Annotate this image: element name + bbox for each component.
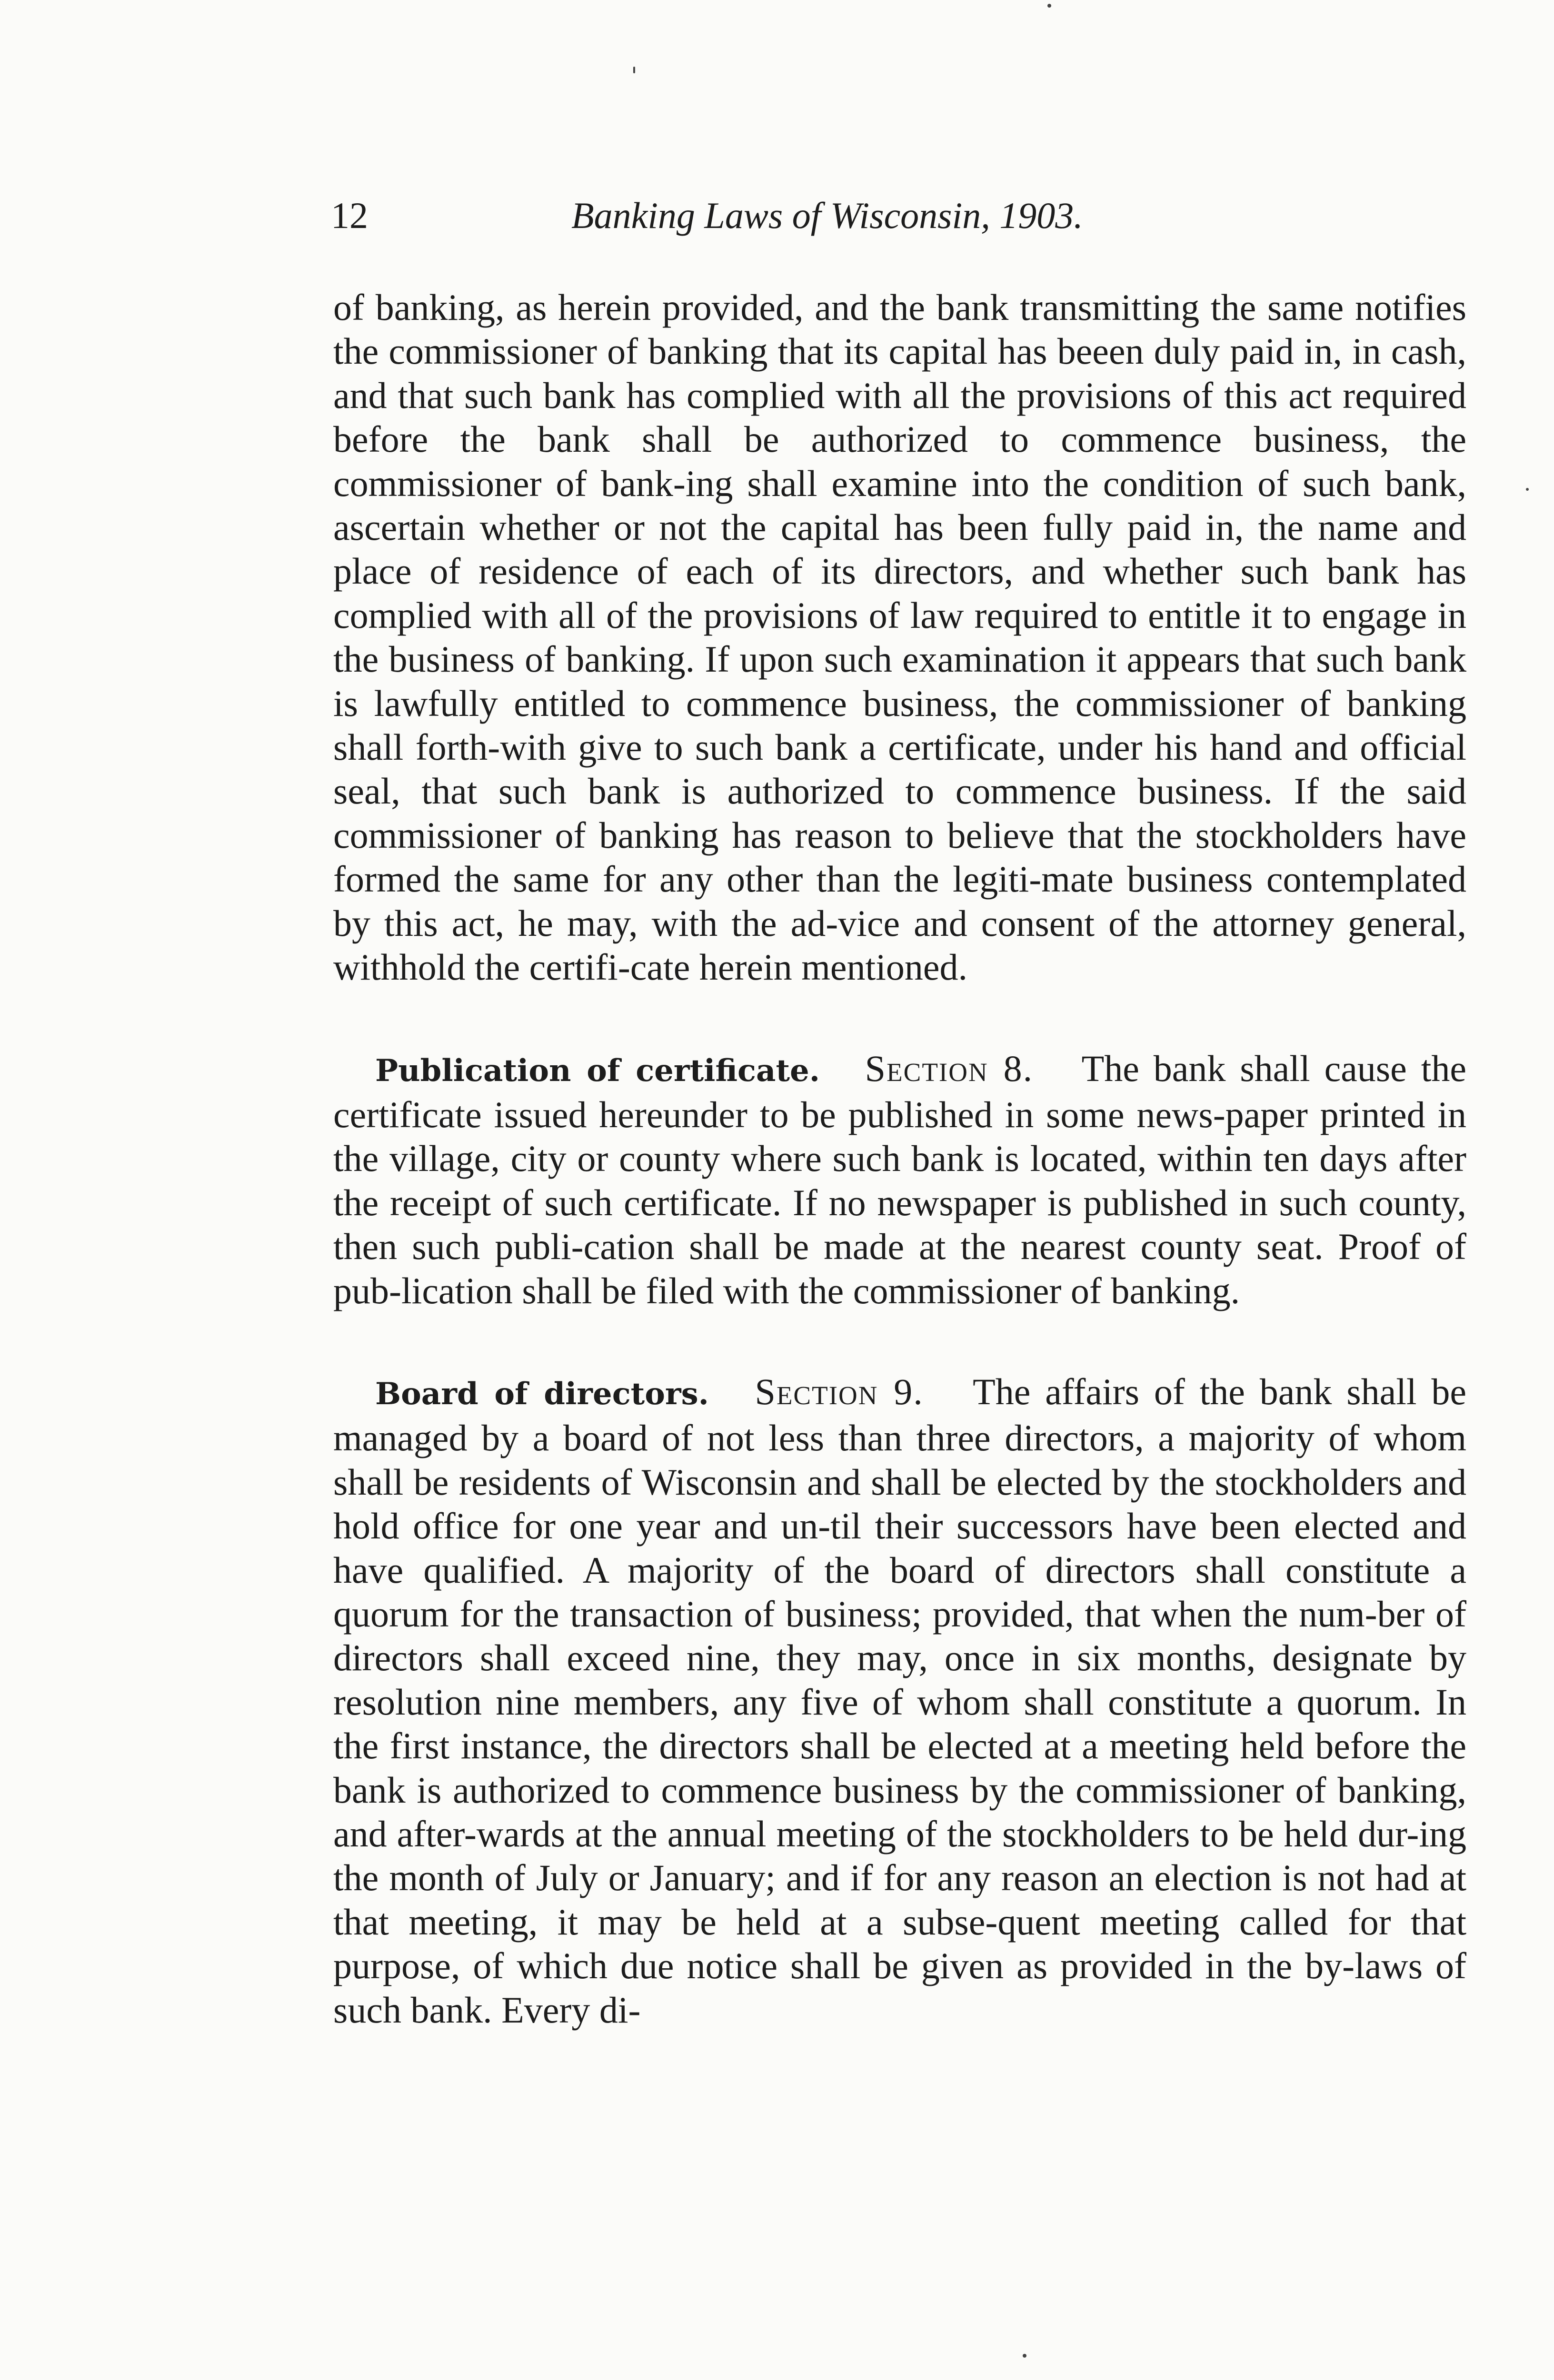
- section-8-paragraph: [333, 1047, 1466, 1313]
- scan-speck: [633, 67, 635, 73]
- page-header: [331, 194, 1235, 251]
- page-body: [333, 286, 1466, 2032]
- scan-speck: [1526, 488, 1529, 491]
- section-label: Section 8.: [865, 1047, 1068, 1089]
- page-number: 12: [331, 195, 368, 236]
- section-label: Section 9.: [755, 1370, 959, 1412]
- scan-speck: [1023, 2354, 1026, 2358]
- section-9-paragraph: [333, 1370, 1466, 2032]
- paragraph-text: The affairs of the bank shall be managed by a board of not less than three directors, a majority of whom shall be residents of Wisconsin and shall be elected by the stockholders and hold office for one year and un-til their successors have been elected and have qualified. A majority of the board of directors shall constitute a quorum for the transaction of business; provided, that when the num-ber of directors shall exceed nine, they may, once in six months, designate by resolution nine members, any five of whom shall constitute a quorum. In the first instance, the directors shall be elected at a meeting held before the bank is authorized to commence business by the commissioner of banking, and after-wards at the annual meeting of the stockholders to be held dur-ing the month of July or January; and if for any reason an election is not had at that meeting, it may be held at a subse-quent meeting called for that purpose, of which due notice shall be given as provided in the by-laws of such bank. Every di-: [333, 1370, 1467, 2031]
- shoulder-heading: Board of directors.: [375, 1376, 740, 1412]
- paragraph-continuation: [333, 286, 1466, 990]
- running-title: Banking Laws of Wisconsin, 1903.: [571, 195, 1083, 236]
- shoulder-heading: Publication of certificate.: [375, 1052, 851, 1089]
- scan-speck: [1047, 4, 1051, 8]
- paragraph-text: The bank shall cause the certificate issued hereunder to be published in some news-paper printed in the village, city or county where such bank is located, within ten days after the receipt of such certificate. If no newspaper is published in such county, then such publi-cation shall be made at the nearest county seat. Proof of pub-lication shall be filed with the commissioner of banking.: [333, 1047, 1467, 1311]
- paragraph-text: of banking, as herein provided, and the bank transmitting the same notifies the commissioner of banking that its capital has beeen duly paid in, in cash, and that such bank has complied with all the provisions of this act required before the bank shall be authorized to commence business, the commissioner of bank-ing shall examine into the condition of such bank, ascertain whether or not the capital has been fully paid in, the name and place of residence of each of its directors, and whether such bank has complied with all of the provisions of law required to entitle it to engage in the business of banking. If upon such examination it appears that such bank is lawfully entitled to commence business, the commissioner of banking shall forth-with give to such bank a certificate, under his hand and official seal, that such bank is authorized to commence business. If the said commissioner of banking has reason to believe that the stockholders have formed the same for any other than the legiti-mate business contemplated by this act, he may, with the ad-vice and consent of the attorney general, withhold the certifi-cate herein mentioned.: [333, 287, 1466, 988]
